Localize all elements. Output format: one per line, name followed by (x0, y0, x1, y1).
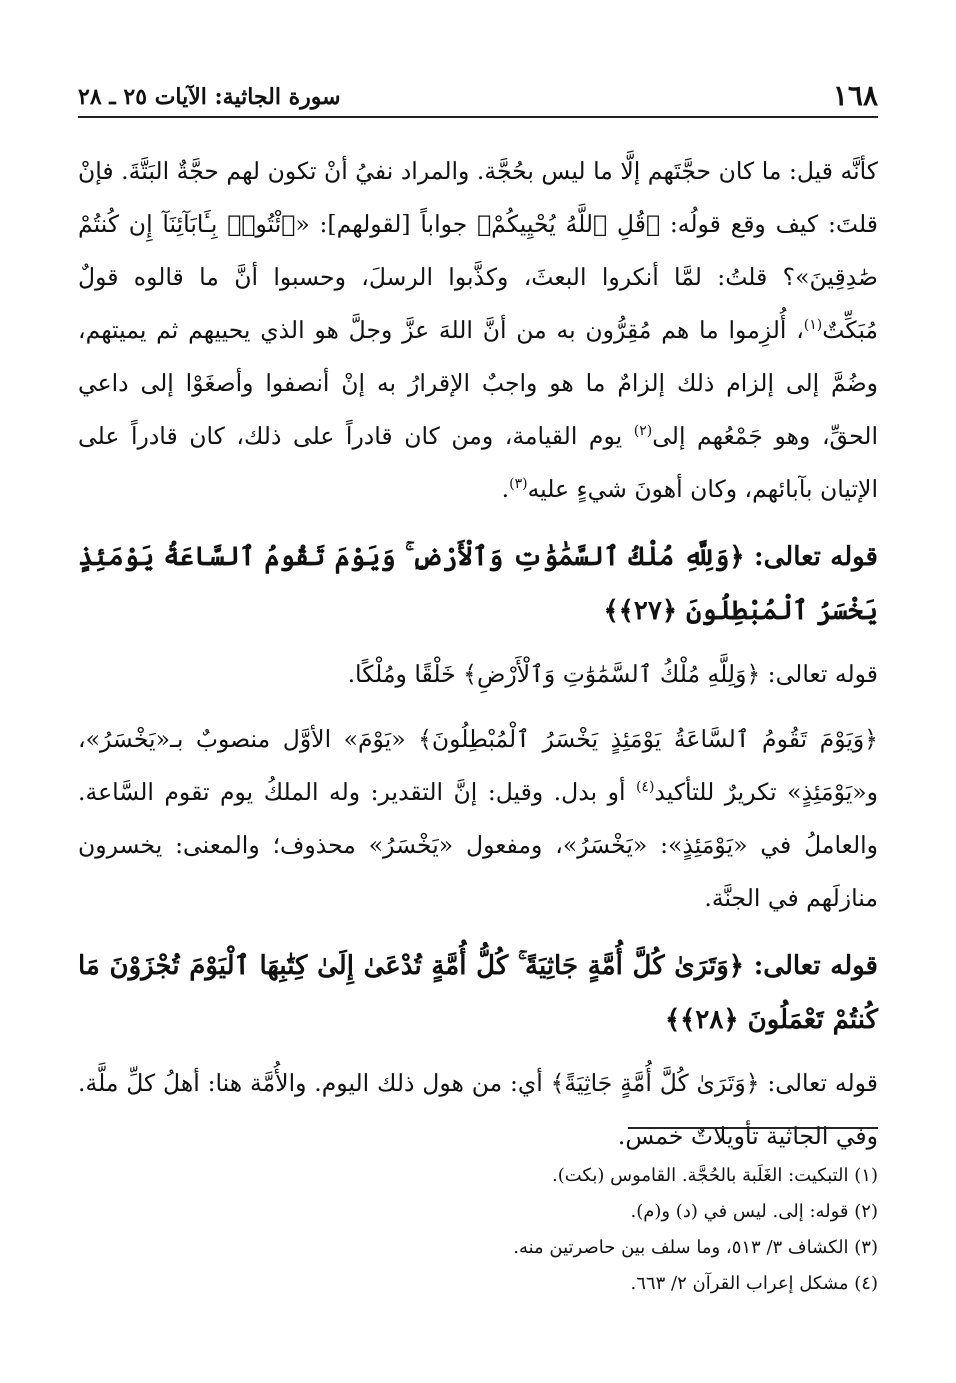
page-number: ١٦٨ (832, 79, 878, 112)
paragraph-3 (78, 713, 878, 925)
footnote-ref-4: (٤) (635, 779, 655, 796)
footnote-1: (١) التبكيت: الغَلَبة بالحُجَّة. القاموس (بكت). (552, 1165, 878, 1186)
footnote-ref-1: (١) (803, 317, 823, 334)
footnote-divider (628, 1127, 878, 1129)
footnote-3: (٣) الكشاف ٣/ ٥١٣، وما سلف بين حاصرتين منه. (513, 1237, 878, 1258)
paragraph-4 (78, 1057, 878, 1163)
running-title: سورة الجاثية: الآيات ٢٥ ـ ٢٨ (78, 84, 341, 110)
paragraph-text: قوله تعالى: ﴿وَتَرَىٰ كُلَّ أُمَّةٍ جَاثِيَةً﴾ أي: من هول ذلك اليوم. والأُمَّة هنا: أهلُ كلِّ ملَّة. وفي الجاثية تأويلاتٌ خمس. (78, 1069, 878, 1150)
footnote-ref-2: (٢) (633, 423, 653, 440)
paragraph-2 (78, 648, 878, 701)
verse-heading-27 (78, 530, 878, 638)
paragraph-text: ، أُلزِموا ما هم مُقِرُّون به من أنَّ اللهَ عزَّ وجلَّ هو الذي يحييهم ثم يميتهم، وضُمَّ إلى إلزام ذلك إلزامٌ ما هو واجبٌ الإقرارُ به إنْ أنصفوا وأصغَوْا إلى داعي الحقِّ، وهو جَمْعُهم إلى (78, 316, 879, 450)
footnote-ref-3: (٣) (509, 476, 528, 493)
paragraph-text: ﴿وَيَوْمَ تَقُومُ ٱلسَّاعَةُ يَوْمَئِذٍ يَخْسَرُ ٱلْمُبْطِلُونَ﴾ «يَوْمَ» الأوَّل منصوبٌ بـ«يَخْسَرُ»، و«يَوْمَئِذٍ» تكريرٌ للتأكيد (78, 725, 878, 806)
paragraph-text: أو بدل. وقيل: إنَّ التقدير: وله الملكُ يوم تقوم السَّاعة. والعاملُ في «يَوْمَئِذٍ»: «يَخْسَرُ»، ومفعول «يَخْسَرُ» محذوف؛ والمعنى: يخسرون منازلَهم في الجنَّة. (78, 778, 878, 912)
paragraph-text: كأنَّه قيل: ما كان حجَّتَهم إلَّا ما ليس بحُجَّة. والمراد نفيُ أنْ تكون لهم حجَّةٌ البَتَّةَ. فإنْ قلتَ: كيف وقع قولُه: ﴿قُلِ ٱللَّهُ يُحْيِيكُمْ﴾ جواباً [لقولهم]: «ٱئْتُوا۟ بِـَٔابَآئِنَآ إِن كُنتُمْ صَٰدِقِينَ»؟ قلتُ: لمَّا أنكروا البعثَ، وكذَّبوا الرسلَ، وحسبوا أنَّ ما قالوه قولٌ مُبَكِّتٌ (78, 157, 878, 344)
footnotes-list (78, 1158, 878, 1302)
verse-heading-lead: قوله تعالى: (753, 951, 878, 981)
paragraph-text: قوله تعالى: ﴿وَلِلَّهِ مُلْكُ ٱلسَّمَٰوَٰتِ وَٱلْأَرْضِ﴾ خَلْقًا ومُلْكًا. (347, 660, 878, 688)
footnote-2: (٢) قوله: إلى. ليس في (د) و(م). (630, 1201, 878, 1222)
paragraph-text: يوم القيامة، ومن كان قادراً على ذلك، كان قادراً على الإتيان بآبائهم، وكان أهونَ شيءٍ عليه (78, 422, 878, 503)
verse-text: ﴿وَلِلَّهِ مُلْكُ ٱلسَّمَٰوَٰتِ وَٱلْأَرْضِ ۚ وَيَوْمَ تَقُومُ ٱلسَّاعَةُ يَوْمَئِذٍ يَخْسَرُ ٱلْمُبْطِلُونَ ﴿٢٧﴾﴾ (78, 542, 878, 626)
main-text (78, 145, 878, 1175)
verse-heading-28 (78, 939, 878, 1047)
paragraph-end: . (501, 475, 510, 503)
paragraph-1 (78, 145, 878, 516)
page-header (78, 70, 878, 118)
verse-text: ﴿وَتَرَىٰ كُلَّ أُمَّةٍ جَاثِيَةً ۚ كُلُّ أُمَّةٍ تُدْعَىٰ إِلَىٰ كِتَٰبِهَا ٱلْيَوْمَ تُجْزَوْنَ مَا كُنتُمْ تَعْمَلُونَ ﴿٢٨﴾﴾ (78, 951, 878, 1035)
footnote-4: (٤) مشكل إعراب القرآن ٢/ ٦٦٣. (630, 1273, 878, 1294)
verse-heading-lead: قوله تعالى: (754, 542, 878, 572)
